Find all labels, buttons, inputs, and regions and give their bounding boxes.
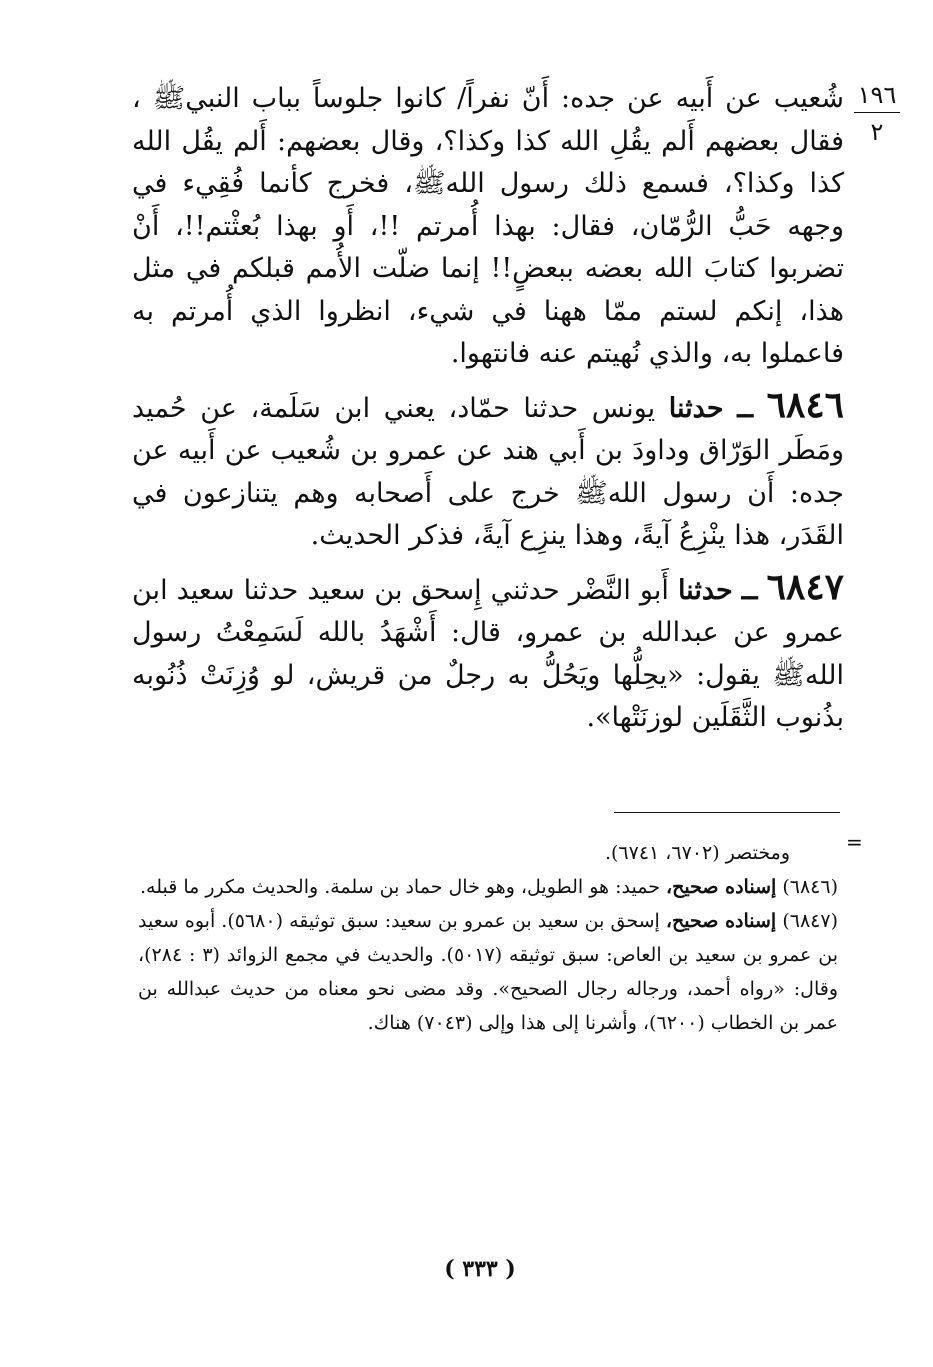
footnotes bbox=[138, 836, 838, 1040]
hadith-6847 bbox=[132, 566, 844, 740]
margin-ref-part: ٢ bbox=[870, 118, 884, 146]
footnote-ref: (٦٨٤٦) bbox=[782, 876, 838, 898]
hadith-text: أَبو النَّضْر حدثني إِسحق بن سعيد حدثنا سعيد ابن عمرو عن عبدالله بن عمرو، قال: أَشْهَدُ بالله لَسَمِعْتُ رسول اللهﷺ يقول: «يحِلُّها ويَحُلُّ به رجلٌ من قريش، لو وُزِنَتْ ذُنُوبه بذُنوب الثَّقَلَين لوزنَتْها». bbox=[132, 574, 844, 733]
hadith-number: ٦٨٤٧ bbox=[766, 565, 844, 608]
footnote-ref: (٦٨٤٧) bbox=[782, 910, 838, 932]
footnote-separator bbox=[614, 812, 840, 813]
footnote-verdict: إسناده صحيح، bbox=[665, 910, 777, 932]
margin-ref-divider bbox=[854, 112, 900, 113]
continued-hadith-paragraph: شُعيب عن أَبيه عن جده: أَنّ نفراً/ كانوا جلوساً بباب النبيﷺ ، فقال بعضهم أَلم يقُلِ الله كذا وكذا؟، وقال بعضهم: أَلم يقُل الله كذا وكذا؟، فسمع ذلك رسول اللهﷺ، فخرج كأنما فُقِيء في وجهه حَبُّ الرُّمّان، فقال: بهذا أُمرتم !!، أَو بهذا بُعثْتم!!، أَنْ تضربوا كتابَ الله بعضه ببعضٍ!! إنما ضلّت الأُمم قبلكم في مثل هذا، إنكم لستم ممّا ههنا في شيء، انظروا الذي أُمرتم به فاعملوا به، والذي نُهيتم عنه فانتهوا. bbox=[132, 83, 844, 369]
page-number: ( ٣٣٣ ) bbox=[444, 1256, 516, 1282]
footnote-continuation-mark: = bbox=[846, 830, 863, 854]
hadith-opening-word: حدثنا bbox=[668, 392, 724, 424]
hadith-dash: ــ bbox=[737, 392, 754, 424]
margin-reference bbox=[852, 80, 902, 147]
hadith-6846 bbox=[132, 384, 844, 558]
hadith-number: ٦٨٤٦ bbox=[766, 383, 844, 426]
hadith-text: يونس حدثنا حمّاد، يعني ابن سَلَمة، عن حُميد ومَطَر الوَرّاق وداودَ بن أَبي هند عن عمرو بن شُعيب عن أَبيه عن جده: أَن رسول اللهﷺ خرج على أَصحابه وهم يتنازعون في القَدَر، هذا ينْزِعُ آيةً، وهذا ينزِع آيةً، فذكر الحديث. bbox=[132, 392, 844, 551]
main-text bbox=[132, 78, 844, 740]
margin-ref-volume-page: ١٩٦ bbox=[857, 81, 897, 109]
footnote-text: إسحق بن سعيد بن عمرو بن سعيد: سبق توثيقه (٥٦٨٠). أبوه سعيد بن عمرو بن سعيد بن العاص: سبق توثيقه (٥٠١٧). والحديث في مجمع الزوائد (٣ : ٢٨٤)، وقال: «رواه أحمد، ورجاله رجال الصحيح». وقد مضى نحو معناه من حديث عبدالله بن عمر بن الخطاب (٦٢٠٠)، وأشرنا إلى هذا وإلى (٧٠٤٣) هناك. bbox=[138, 910, 839, 1034]
footnote-verdict: إسناده صحيح، bbox=[666, 876, 777, 898]
hadith-dash: ــ bbox=[741, 574, 758, 606]
footnote-6847 bbox=[138, 904, 838, 1040]
footnote-continuation: ومختصر (٦٧٠٢، ٦٧٤١). bbox=[604, 842, 790, 864]
footnote-text: حميد: هو الطويل، وهو خال حماد بن سلمة. والحديث مكرر ما قبله. bbox=[140, 876, 660, 898]
hadith-opening-word: حدثنا bbox=[677, 574, 733, 606]
footnote-6846 bbox=[138, 870, 838, 904]
